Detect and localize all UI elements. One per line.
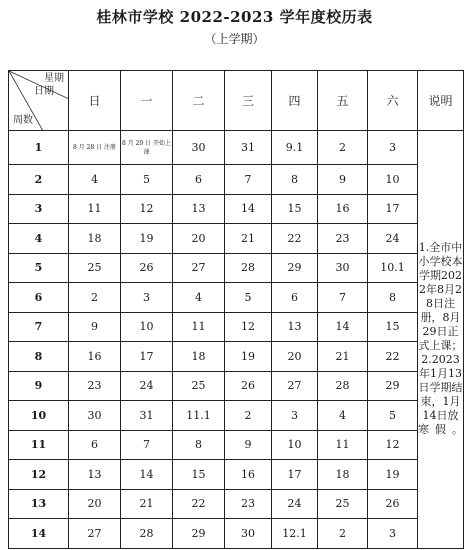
date-cell-thu: 10 — [272, 430, 318, 460]
week-row — [9, 253, 464, 283]
week-row — [9, 312, 464, 342]
day-header-sat: 六 — [368, 71, 418, 131]
week-row — [9, 165, 464, 195]
date-cell-tue: 13 — [173, 194, 225, 224]
date-cell-tue: 20 — [173, 224, 225, 254]
date-cell-wed: 2 — [225, 401, 272, 431]
date-cell-sat: 5 — [368, 401, 418, 431]
date-cell-tue: 8 — [173, 430, 225, 460]
date-cell-sat: 24 — [368, 224, 418, 254]
date-cell-fri: 28 — [318, 371, 368, 401]
date-cell-tue: 27 — [173, 253, 225, 283]
date-cell-tue: 6 — [173, 165, 225, 195]
date-cell-thu: 13 — [272, 312, 318, 342]
date-cell-wed: 28 — [225, 253, 272, 283]
day-header-mon: 一 — [121, 71, 173, 131]
date-cell-thu: 27 — [272, 371, 318, 401]
week-row — [9, 489, 464, 519]
date-cell-thu: 9.1 — [272, 131, 318, 165]
date-cell-sun: 4 — [69, 165, 121, 195]
week-row — [9, 194, 464, 224]
date-cell-note: 8 月 29 日 开始上课 — [121, 139, 172, 156]
date-cell-sun: 25 — [69, 253, 121, 283]
date-cell-thu: 20 — [272, 342, 318, 372]
date-cell-fri: 21 — [318, 342, 368, 372]
week-number: 9 — [9, 371, 69, 401]
school-calendar-table — [8, 70, 464, 549]
date-cell-mon: 10 — [121, 312, 173, 342]
week-number: 6 — [9, 283, 69, 313]
date-cell-sun: 13 — [69, 460, 121, 490]
date-cell-sun: 23 — [69, 371, 121, 401]
week-row — [9, 519, 464, 549]
date-cell-sat: 10.1 — [368, 253, 418, 283]
day-header-fri: 五 — [318, 71, 368, 131]
date-cell-sat: 10 — [368, 165, 418, 195]
date-cell-mon: 31 — [121, 401, 173, 431]
date-cell-thu: 6 — [272, 283, 318, 313]
date-cell-fri: 23 — [318, 224, 368, 254]
date-cell-sat: 17 — [368, 194, 418, 224]
week-row — [9, 283, 464, 313]
date-cell-mon: 14 — [121, 460, 173, 490]
week-number: 14 — [9, 519, 69, 549]
date-cell-wed: 12 — [225, 312, 272, 342]
week-number: 1 — [9, 131, 69, 165]
date-cell-mon — [121, 131, 173, 165]
page-subtitle: （上学期） — [204, 32, 265, 46]
week-row — [9, 131, 464, 165]
date-cell-mon: 5 — [121, 165, 173, 195]
week-number: 2 — [9, 165, 69, 195]
date-cell-mon: 24 — [121, 371, 173, 401]
date-cell-sun: 6 — [69, 430, 121, 460]
week-row — [9, 371, 464, 401]
date-cell-tue: 11 — [173, 312, 225, 342]
date-cell-sat: 8 — [368, 283, 418, 313]
date-cell-note: 8 月 28 日 注册 — [72, 144, 117, 151]
date-cell-mon: 19 — [121, 224, 173, 254]
date-cell-thu: 24 — [272, 489, 318, 519]
week-number: 10 — [9, 401, 69, 431]
date-cell-wed: 26 — [225, 371, 272, 401]
date-cell-sun: 11 — [69, 194, 121, 224]
date-cell-thu: 8 — [272, 165, 318, 195]
date-cell-wed: 23 — [225, 489, 272, 519]
corner-label-week-number: 周数 — [13, 115, 33, 126]
date-cell-tue: 4 — [173, 283, 225, 313]
date-cell-tue: 29 — [173, 519, 225, 549]
date-cell-fri: 11 — [318, 430, 368, 460]
date-cell-mon: 17 — [121, 342, 173, 372]
date-cell-tue: 15 — [173, 460, 225, 490]
date-cell-sat: 26 — [368, 489, 418, 519]
header-row — [9, 71, 464, 131]
date-cell-mon: 28 — [121, 519, 173, 549]
date-cell-sun: 20 — [69, 489, 121, 519]
date-cell-tue: 22 — [173, 489, 225, 519]
corner-label-weekday: 星期 — [44, 73, 64, 84]
date-cell-fri: 14 — [318, 312, 368, 342]
week-row — [9, 342, 464, 372]
week-number: 3 — [9, 194, 69, 224]
date-cell-thu: 22 — [272, 224, 318, 254]
date-cell-fri: 25 — [318, 489, 368, 519]
date-cell-sat: 29 — [368, 371, 418, 401]
date-cell-sat: 19 — [368, 460, 418, 490]
date-cell-fri: 30 — [318, 253, 368, 283]
date-cell-wed: 14 — [225, 194, 272, 224]
week-row — [9, 401, 464, 431]
date-cell-sun — [69, 131, 121, 165]
date-cell-wed: 9 — [225, 430, 272, 460]
corner-header — [9, 71, 69, 131]
date-cell-sun: 18 — [69, 224, 121, 254]
date-cell-fri: 2 — [318, 131, 368, 165]
date-cell-sat: 22 — [368, 342, 418, 372]
date-cell-sat: 15 — [368, 312, 418, 342]
date-cell-sun: 9 — [69, 312, 121, 342]
date-cell-mon: 7 — [121, 430, 173, 460]
date-cell-thu: 3 — [272, 401, 318, 431]
date-cell-mon: 21 — [121, 489, 173, 519]
date-cell-fri: 7 — [318, 283, 368, 313]
date-cell-tue: 30 — [173, 131, 225, 165]
date-cell-sun: 27 — [69, 519, 121, 549]
date-cell-wed: 5 — [225, 283, 272, 313]
date-cell-mon: 26 — [121, 253, 173, 283]
date-cell-fri: 9 — [318, 165, 368, 195]
note-text: 1.全市中小学校本学期2022年8月28日注册，8月29日正式上课；2.2023年1月13日学期结束，1月14日放寒假。 — [418, 131, 464, 549]
week-row — [9, 460, 464, 490]
week-number: 12 — [9, 460, 69, 490]
week-number: 4 — [9, 224, 69, 254]
note-header: 说明 — [418, 71, 464, 131]
week-row — [9, 224, 464, 254]
date-cell-mon: 3 — [121, 283, 173, 313]
week-number: 7 — [9, 312, 69, 342]
date-cell-sun: 16 — [69, 342, 121, 372]
date-cell-tue: 25 — [173, 371, 225, 401]
day-header-thu: 四 — [272, 71, 318, 131]
date-cell-thu: 17 — [272, 460, 318, 490]
date-cell-wed: 31 — [225, 131, 272, 165]
date-cell-sun: 2 — [69, 283, 121, 313]
week-row — [9, 430, 464, 460]
date-cell-fri: 4 — [318, 401, 368, 431]
corner-label-date: 日期 — [34, 86, 54, 97]
date-cell-thu: 15 — [272, 194, 318, 224]
date-cell-wed: 7 — [225, 165, 272, 195]
week-number: 11 — [9, 430, 69, 460]
week-number: 8 — [9, 342, 69, 372]
date-cell-tue: 18 — [173, 342, 225, 372]
page-title: 桂林市学校 2022-2023 学年度校历表 — [96, 8, 373, 26]
date-cell-wed: 16 — [225, 460, 272, 490]
date-cell-thu: 29 — [272, 253, 318, 283]
day-header-sun: 日 — [69, 71, 121, 131]
date-cell-wed: 30 — [225, 519, 272, 549]
day-header-wed: 三 — [225, 71, 272, 131]
date-cell-sat: 12 — [368, 430, 418, 460]
date-cell-fri: 16 — [318, 194, 368, 224]
date-cell-tue: 11.1 — [173, 401, 225, 431]
date-cell-mon: 12 — [121, 194, 173, 224]
date-cell-sat: 3 — [368, 131, 418, 165]
date-cell-sun: 30 — [69, 401, 121, 431]
date-cell-fri: 2 — [318, 519, 368, 549]
week-number: 13 — [9, 489, 69, 519]
date-cell-thu: 12.1 — [272, 519, 318, 549]
week-number: 5 — [9, 253, 69, 283]
date-cell-wed: 21 — [225, 224, 272, 254]
date-cell-sat: 3 — [368, 519, 418, 549]
date-cell-wed: 19 — [225, 342, 272, 372]
date-cell-fri: 18 — [318, 460, 368, 490]
day-header-tue: 二 — [173, 71, 225, 131]
